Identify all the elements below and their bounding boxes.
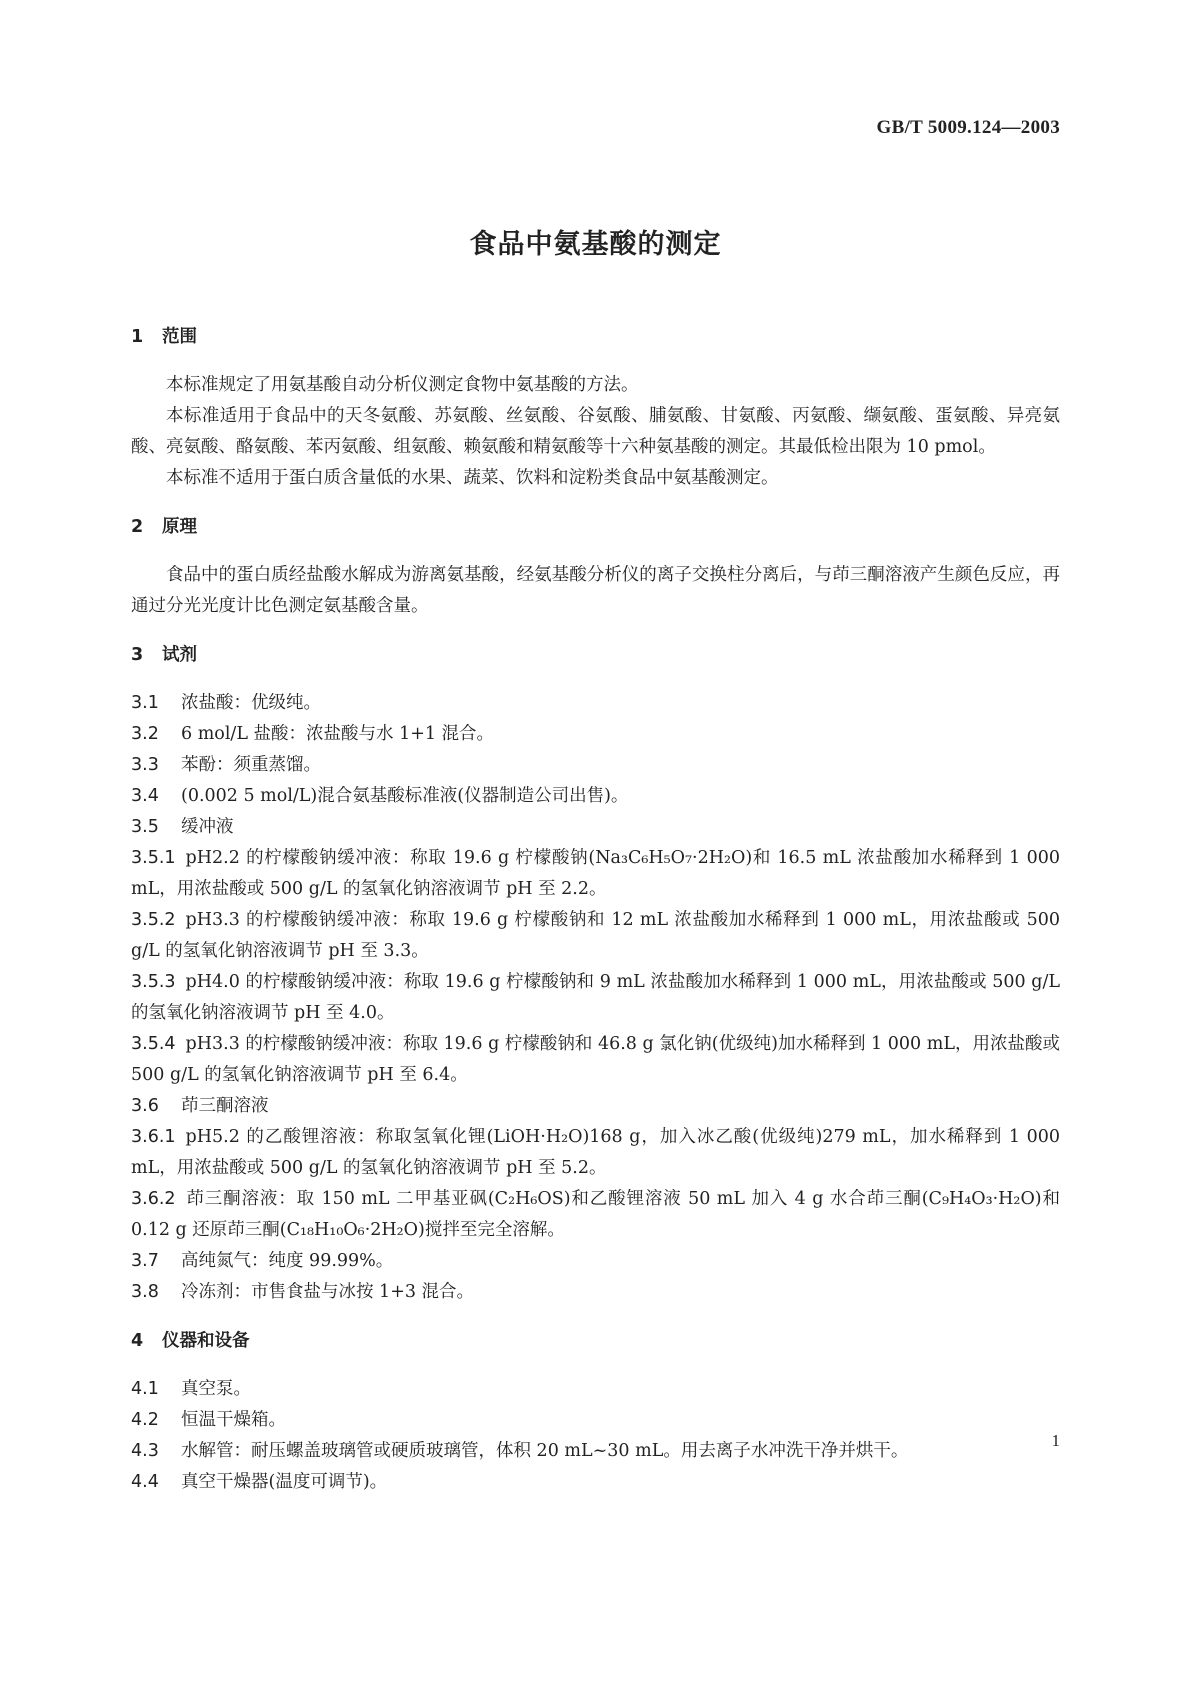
list-item (131, 1091, 1060, 1122)
list-item (131, 812, 1060, 843)
section-number: 4 (131, 1331, 144, 1351)
list-item (131, 843, 1060, 905)
list-item (131, 1436, 1060, 1467)
section-heading (131, 322, 1060, 352)
paragraph: 本标准规定了用氨基酸自动分析仪测定食物中氨基酸的方法。 (166, 375, 639, 395)
section-number: 2 (131, 517, 144, 537)
item-number: 4.1 (131, 1379, 159, 1399)
item-text: 冷冻剂：市售食盐与冰按 1+3 混合。 (181, 1282, 475, 1302)
section-number: 1 (131, 327, 144, 347)
list-item (131, 967, 1060, 1029)
item-text: pH3.3 的柠檬酸钠缓冲液：称取 19.6 g 柠檬酸钠和 46.8 g 氯化钠(优级纯)加水稀释到 1 000 mL，用浓盐酸或 500 g/L 的氢氧化钠溶液调节 pH 至 6.4。 (131, 1034, 1060, 1085)
item-number: 3.6.1 (131, 1127, 176, 1147)
item-text: 浓盐酸：优级纯。 (181, 693, 321, 713)
standard-code: GB/T 5009.124—2003 (876, 117, 1060, 138)
list-item (131, 1122, 1060, 1184)
section-title: 仪器和设备 (162, 1331, 250, 1351)
item-number: 3.3 (131, 755, 159, 775)
item-text: 6 mol/L 盐酸：浓盐酸与水 1+1 混合。 (181, 724, 495, 744)
list-item (131, 1467, 1060, 1498)
item-number: 3.2 (131, 724, 159, 744)
item-text: 缓冲液 (181, 817, 234, 837)
item-text: 高纯氮气：纯度 99.99%。 (181, 1251, 394, 1271)
list-item (131, 750, 1060, 781)
item-number: 4.3 (131, 1441, 159, 1461)
list-item (131, 781, 1060, 812)
item-number: 3.5.3 (131, 972, 176, 992)
item-text: 苯酚：须重蒸馏。 (181, 755, 321, 775)
section-heading (131, 640, 1060, 670)
item-number: 3.1 (131, 693, 159, 713)
document-body (131, 322, 1060, 1498)
item-number: 4.2 (131, 1410, 159, 1430)
item-number: 3.6 (131, 1096, 159, 1116)
list-item (131, 1374, 1060, 1405)
item-number: 3.7 (131, 1251, 159, 1271)
item-text: 茚三酮溶液 (181, 1096, 269, 1116)
document-title: 食品中氨基酸的测定 (469, 229, 722, 260)
item-text: 水解管：耐压螺盖玻璃管或硬质玻璃管，体积 20 mL~30 mL。用去离子水冲洗干净并烘干。 (181, 1441, 909, 1461)
item-text: 真空泵。 (181, 1379, 251, 1399)
item-text: 真空干燥器(温度可调节)。 (181, 1472, 388, 1492)
item-text: pH5.2 的乙酸锂溶液：称取氢氧化锂(LiOH·H₂O)168 g，加入冰乙酸(优级纯)279 mL，加水稀释到 1 000 mL，用浓盐酸或 500 g/L 的氢氧化钠溶液调节 pH 至 5.2。 (131, 1127, 1060, 1178)
list-item (131, 719, 1060, 750)
list-item (131, 1246, 1060, 1277)
item-number: 4.4 (131, 1472, 159, 1492)
item-text: pH4.0 的柠檬酸钠缓冲液：称取 19.6 g 柠檬酸钠和 9 mL 浓盐酸加水稀释到 1 000 mL，用浓盐酸或 500 g/L 的氢氧化钠溶液调节 pH 至 4.0。 (131, 972, 1060, 1023)
page-number: 1 (1051, 1431, 1060, 1450)
item-number: 3.5.4 (131, 1034, 176, 1054)
item-number: 3.5.1 (131, 848, 176, 868)
item-text: pH2.2 的柠檬酸钠缓冲液：称取 19.6 g 柠檬酸钠(Na₃C₆H₅O₇·2H₂O)和 16.5 mL 浓盐酸加水稀释到 1 000 mL，用浓盐酸或 500 g/L 的氢氧化钠溶液调节 pH 至 2.2。 (131, 848, 1060, 899)
paragraph: 本标准不适用于蛋白质含量低的水果、蔬菜、饮料和淀粉类食品中氨基酸测定。 (166, 468, 779, 488)
item-text: 茚三酮溶液：取 150 mL 二甲基亚砜(C₂H₆OS)和乙酸锂溶液 50 mL 加入 4 g 水合茚三酮(C₉H₄O₃·H₂O)和 0.12 g 还原茚三酮(C₁₈H₁₀O₆·2H₂O)搅拌至完全溶解。 (131, 1189, 1060, 1240)
item-number: 3.5 (131, 817, 159, 837)
item-number: 3.4 (131, 786, 159, 806)
item-number: 3.8 (131, 1282, 159, 1302)
section-title: 试剂 (162, 645, 197, 665)
section-number: 3 (131, 645, 144, 665)
list-item (131, 688, 1060, 719)
list-item (131, 1184, 1060, 1246)
section-heading (131, 1326, 1060, 1356)
item-text: (0.002 5 mol/L)混合氨基酸标准液(仪器制造公司出售)。 (181, 786, 629, 806)
list-item (131, 1029, 1060, 1091)
list-item (131, 905, 1060, 967)
item-text: pH3.3 的柠檬酸钠缓冲液：称取 19.6 g 柠檬酸钠和 12 mL 浓盐酸加水稀释到 1 000 mL，用浓盐酸或 500 g/L 的氢氧化钠溶液调节 pH 至 3.3。 (131, 910, 1060, 961)
item-number: 3.5.2 (131, 910, 176, 930)
paragraph: 食品中的蛋白质经盐酸水解成为游离氨基酸，经氨基酸分析仪的离子交换柱分离后，与茚三酮溶液产生颜色反应，再通过分光光度计比色测定氨基酸含量。 (131, 565, 1060, 616)
section-title: 范围 (162, 327, 197, 347)
section-heading (131, 512, 1060, 542)
section-title: 原理 (162, 517, 197, 537)
item-text: 恒温干燥箱。 (181, 1410, 286, 1430)
item-number: 3.6.2 (131, 1189, 176, 1209)
paragraph: 本标准适用于食品中的天冬氨酸、苏氨酸、丝氨酸、谷氨酸、脯氨酸、甘氨酸、丙氨酸、缬氨酸、蛋氨酸、异亮氨酸、亮氨酸、酪氨酸、苯丙氨酸、组氨酸、赖氨酸和精氨酸等十六种氨基酸的测定。其最低检出限为 10 pmol。 (131, 406, 1060, 457)
list-item (131, 1405, 1060, 1436)
list-item (131, 1277, 1060, 1308)
